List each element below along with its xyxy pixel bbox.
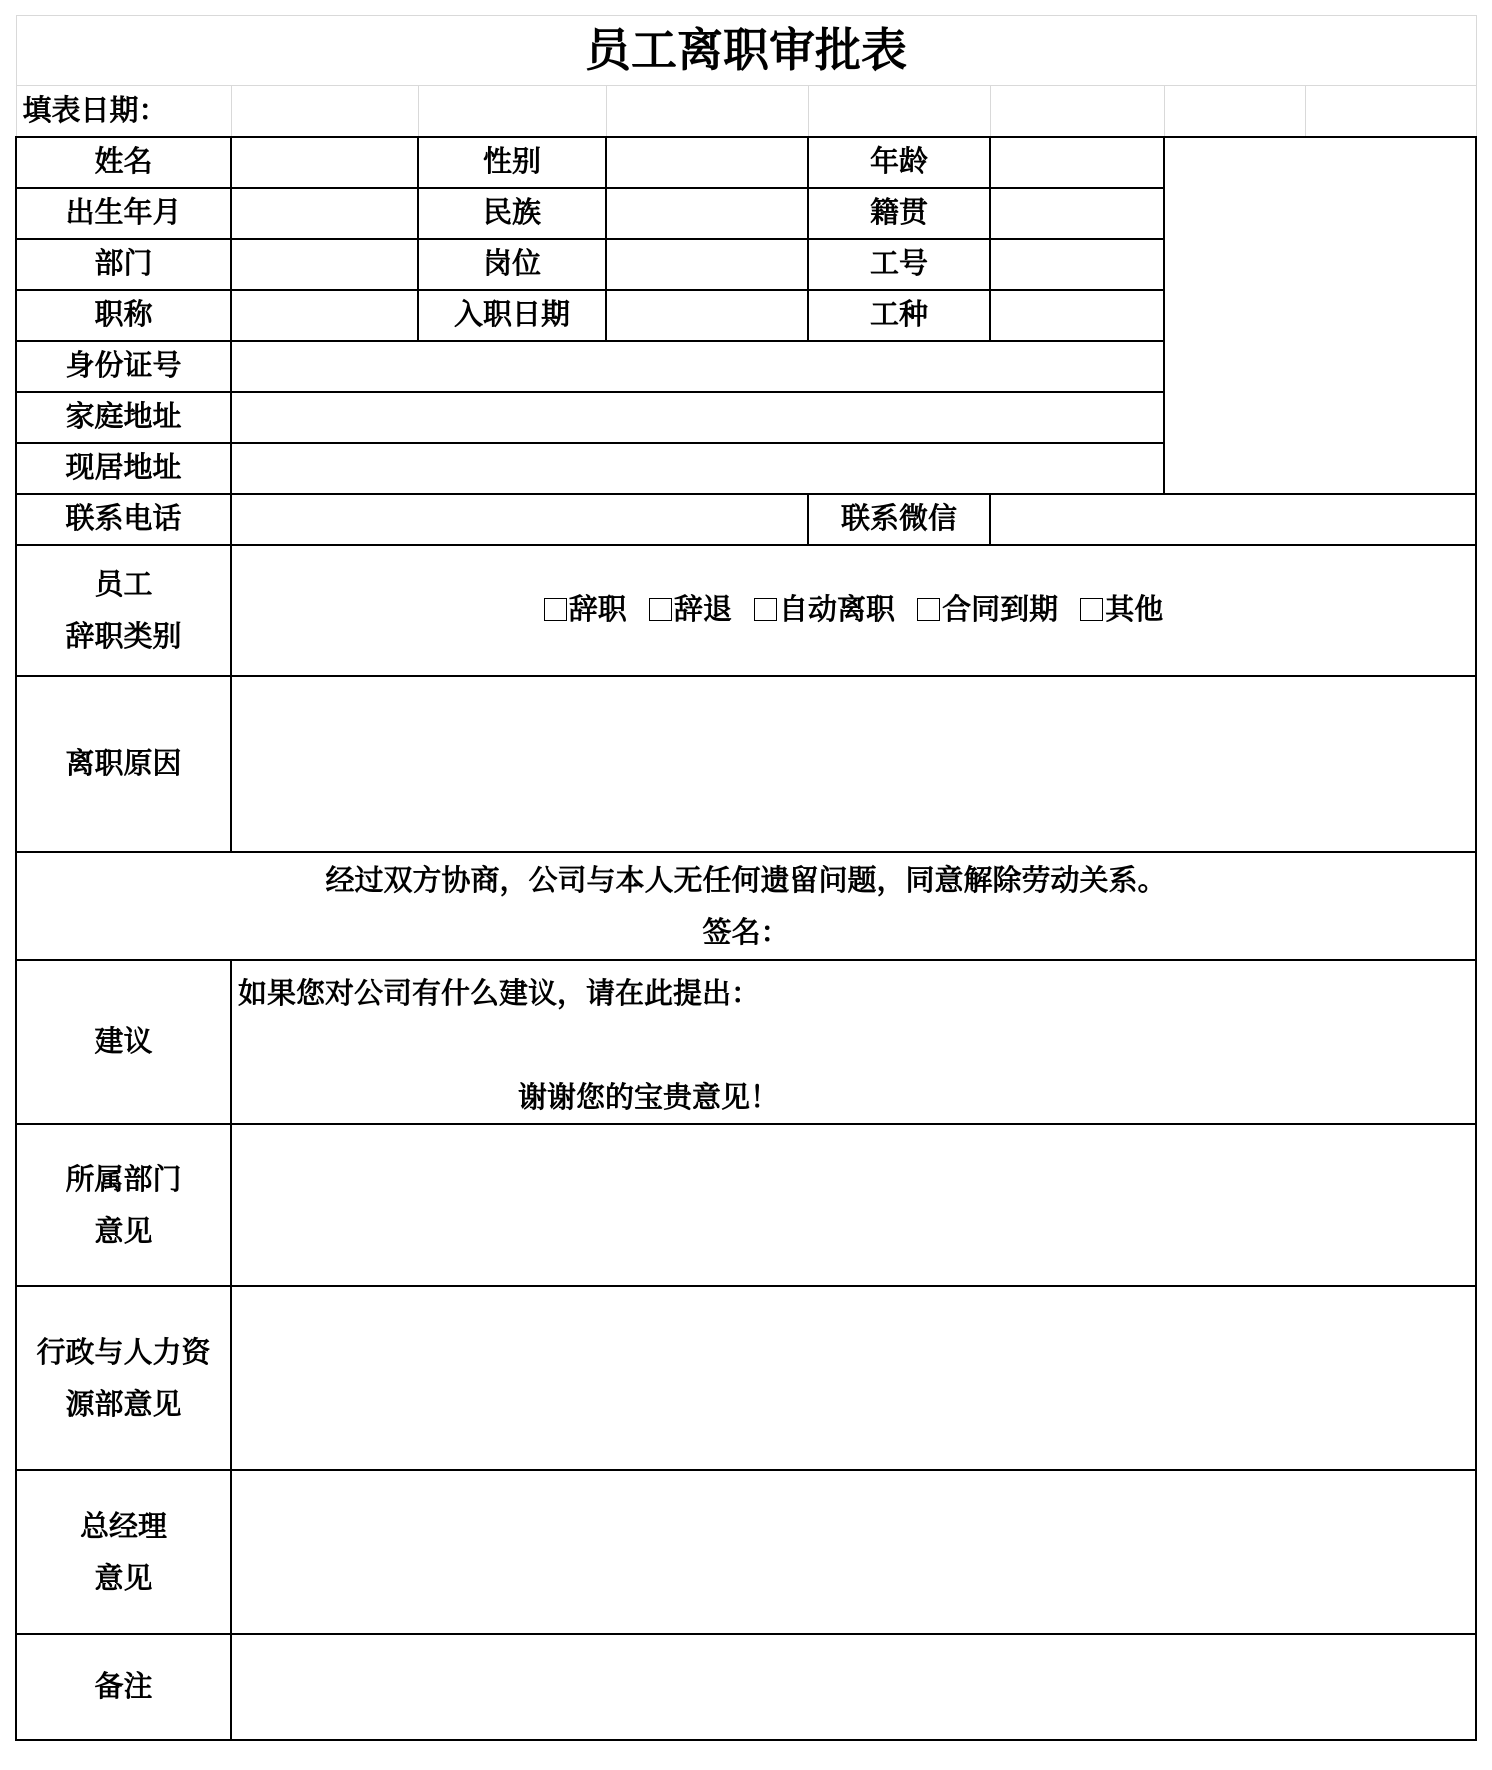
fill-date-blank [808,86,990,137]
resignation-type-label-line1: 员工 [94,567,153,601]
hire-date-label: 入职日期 [418,290,606,341]
hire-date-input[interactable] [606,290,808,341]
resignation-type-options [231,545,1476,676]
job-title-label: 职称 [16,290,231,341]
department-label: 部门 [16,239,231,290]
resignation-type-label [16,545,231,676]
checkbox-icon[interactable] [544,598,567,621]
current-address-label: 现居地址 [16,443,231,494]
suggestion-blank [238,1019,1475,1071]
position-label: 岗位 [418,239,606,290]
dept-opinion-label [16,1124,231,1286]
dept-opinion-label-line1: 所属部门 [65,1161,182,1196]
dept-opinion-label-line2: 意见 [94,1213,153,1248]
remarks-label: 备注 [16,1634,231,1740]
native-place-label: 籍贯 [808,188,990,239]
employee-id-input[interactable] [990,239,1164,290]
option-other[interactable] [1080,588,1163,632]
option-contract-expired[interactable] [917,588,1058,632]
native-place-input[interactable] [990,188,1164,239]
gm-opinion-label-line2: 意见 [94,1560,153,1595]
reason-input[interactable] [231,676,1476,852]
id-number-label: 身份证号 [16,341,231,392]
hr-opinion-label [16,1286,231,1470]
resignation-type-label-line2: 辞职类别 [65,619,182,653]
remarks-input[interactable] [231,1634,1476,1740]
option-dismissed[interactable] [649,588,732,632]
checkbox-icon[interactable] [754,598,777,621]
suggestion-thanks: 谢谢您的宝贵意见！ [518,1079,780,1114]
ethnicity-input[interactable] [606,188,808,239]
form-table [15,15,1477,1741]
agreement-section [16,852,1476,960]
checkbox-icon[interactable] [649,598,672,621]
fill-date-blank [1305,86,1476,137]
home-address-label: 家庭地址 [16,392,231,443]
reason-label: 离职原因 [16,676,231,852]
fill-date-blank [1164,86,1305,137]
hr-opinion-input[interactable] [231,1286,1476,1470]
birth-label: 出生年月 [16,188,231,239]
suggestion-label: 建议 [16,960,231,1124]
suggestion-input[interactable] [231,960,1476,1124]
option-label: 合同到期 [942,592,1059,627]
approval-form [15,15,1475,1741]
gm-opinion-label [16,1470,231,1634]
job-type-label: 工种 [808,290,990,341]
id-number-input[interactable] [231,341,1164,392]
option-label: 其他 [1105,592,1164,627]
option-label: 辞职 [568,592,627,627]
gender-input[interactable] [606,137,808,188]
age-input[interactable] [990,137,1164,188]
form-title: 员工离职审批表 [16,16,1476,86]
option-label: 自动离职 [778,592,895,627]
wechat-label: 联系微信 [808,494,990,545]
department-input[interactable] [231,239,418,290]
dept-opinion-input[interactable] [231,1124,1476,1286]
name-input[interactable] [231,137,418,188]
photo-area[interactable] [1164,137,1476,494]
option-self-leave[interactable] [754,588,895,632]
home-address-input[interactable] [231,392,1164,443]
fill-date-input[interactable] [231,86,418,137]
phone-label: 联系电话 [16,494,231,545]
gender-label: 性别 [418,137,606,188]
job-title-input[interactable] [231,290,418,341]
employee-id-label: 工号 [808,239,990,290]
agreement-text: 经过双方协商，公司与本人无任何遗留问题，同意解除劳动关系。 [325,862,1167,897]
fill-date-blank [418,86,606,137]
fill-date-blank [990,86,1164,137]
hr-opinion-label-line1: 行政与人力资 [36,1334,211,1369]
current-address-input[interactable] [231,443,1164,494]
checkbox-icon[interactable] [917,598,940,621]
fill-date-label: 填表日期： [16,86,231,137]
checkbox-icon[interactable] [1080,598,1103,621]
option-resign[interactable] [544,588,627,632]
wechat-input[interactable] [990,494,1476,545]
age-label: 年龄 [808,137,990,188]
fill-date-blank [606,86,808,137]
gm-opinion-label-line1: 总经理 [79,1508,167,1543]
name-label: 姓名 [16,137,231,188]
hr-opinion-label-line2: 源部意见 [65,1386,182,1421]
signature-label: 签名： [702,914,790,949]
job-type-input[interactable] [990,290,1164,341]
position-input[interactable] [606,239,808,290]
phone-input[interactable] [231,494,808,545]
option-label: 辞退 [673,592,732,627]
ethnicity-label: 民族 [418,188,606,239]
birth-input[interactable] [231,188,418,239]
gm-opinion-input[interactable] [231,1470,1476,1634]
suggestion-prompt: 如果您对公司有什么建议，请在此提出： [238,975,761,1010]
